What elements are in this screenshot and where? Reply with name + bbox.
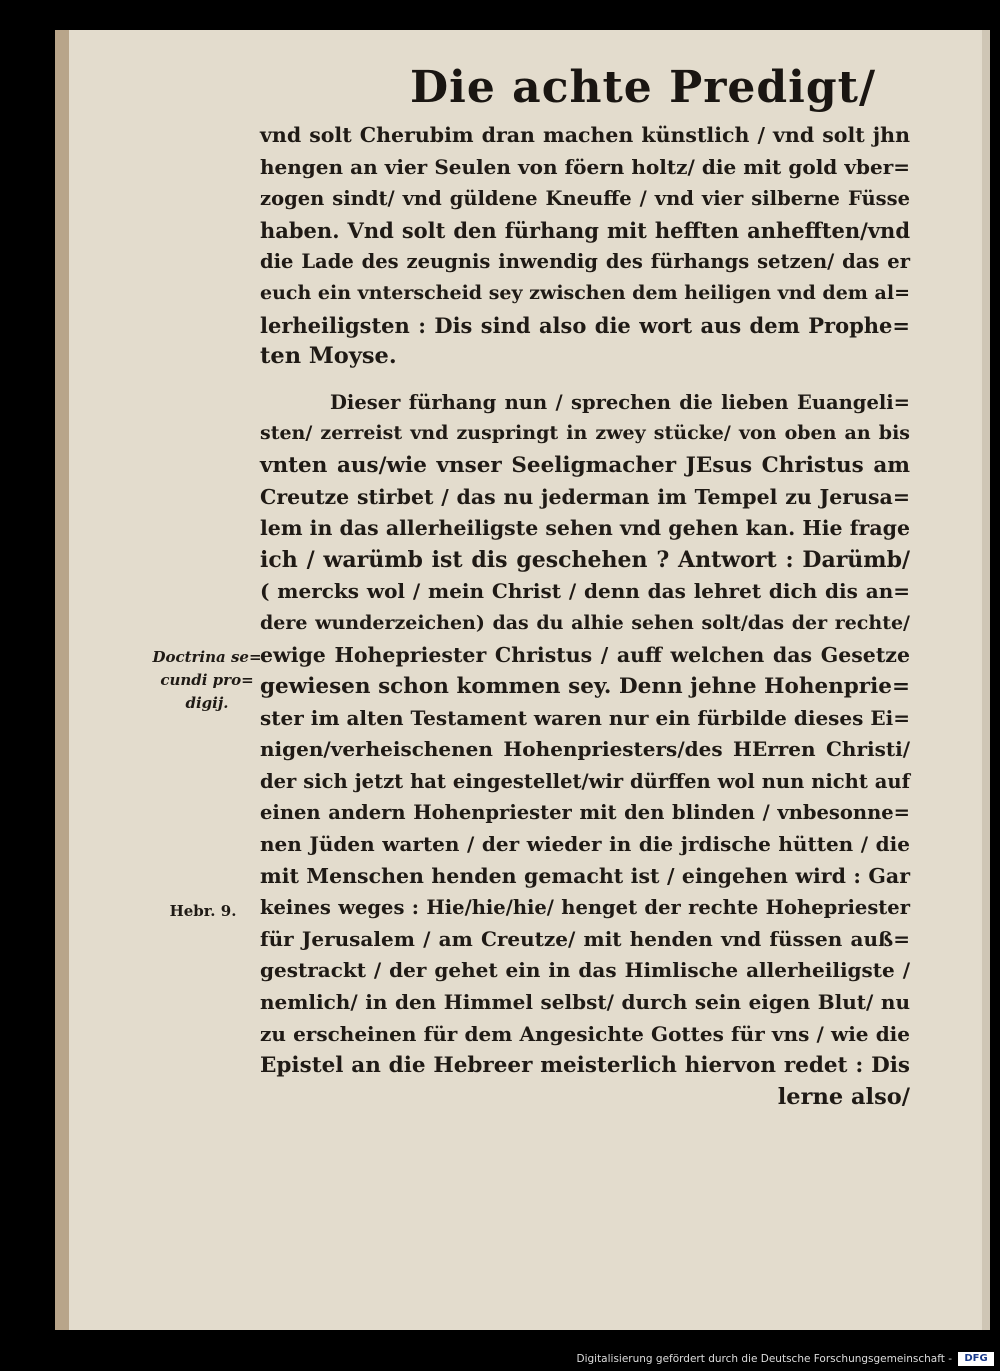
margin-note-line: cundi pro= (160, 671, 254, 689)
text-line: zu erscheinen für dem Angesichte Gottes für vns / wie die (260, 1021, 910, 1046)
text-line: vnten aus/wie vnser Seeligmacher JEsus Christus am (260, 452, 910, 478)
margin-note-line: Doctrina se= (152, 648, 262, 666)
text-line: die Lade des zeugnis inwendig des fürhangs setzen/ das er (260, 250, 910, 274)
text-line: Dieser fürhang nun / sprechen die lieben Euangeli= (330, 390, 910, 414)
text-line: lem in das allerheiligste sehen vnd gehen kan. Hie frage (260, 516, 910, 541)
text-line: für Jerusalem / am Creutze/ mit henden vnd füssen auß= (260, 926, 910, 951)
text-line: gewiesen schon kommen sey. Denn jehne Hohenprie= (260, 674, 910, 700)
text-line: der sich jetzt hat eingestellet/wir dürffen wol nun nicht auf (260, 769, 910, 793)
footer-bar (0, 1331, 1000, 1371)
text-line: nigen/verheischenen Hohenpriesters/des HErren Christi/ (260, 737, 910, 762)
catchword: lerne also/ (777, 1083, 910, 1110)
text-line: dere wunderzeichen) das du alhie sehen solt/das der rechte/ (260, 611, 910, 634)
dfg-logo: DFG (958, 1352, 994, 1366)
text-line: vnd solt Cherubim dran machen künstlich / vnd solt jhn (260, 123, 910, 147)
text-line: lerheiligsten : Dis sind also die wort aus dem Prophe= (260, 312, 910, 338)
text-line: euch ein vnterscheid sey zwischen dem heiligen vnd dem al= (260, 281, 910, 304)
text-line: gestrackt / der gehet ein in das Himlische allerheiligste / (260, 958, 910, 983)
text-line: nemlich/ in den Himmel selbst/ durch sein eigen Blut/ nu (260, 990, 910, 1015)
text-line: ten Moyse. (260, 343, 397, 370)
text-line: ( mercks wol / mein Christ / denn das lehret dich dis an= (260, 579, 910, 604)
margin-note-hebr: Hebr. 9. (169, 902, 237, 920)
text-line: ster im alten Testament waren nur ein fürbilde dieses Ei= (260, 705, 910, 730)
text-line: zogen sindt/ vnd güldene Kneuffe / vnd vier silberne Füsse (260, 187, 910, 211)
funding-credit: Digitalisierung gefördert durch die Deutsche Forschungsgemeinschaft - (576, 1353, 952, 1365)
text-line: sten/ zerreist vnd zuspringt in zwey stücke/ von oben an bis (260, 422, 910, 445)
text-line: hengen an vier Seulen von föern holtz/ die mit gold vber= (260, 154, 910, 179)
margin-note-doctrina (142, 646, 272, 715)
text-line: nen Jüden warten / der wieder in die jrdische hütten / die (260, 832, 910, 857)
page-edge (982, 30, 990, 1330)
paragraph-2 (260, 387, 910, 1114)
text-line: mit Menschen henden gemacht ist / eingehen wird : Gar (260, 863, 910, 888)
text-line: ich / warümb ist dis geschehen ? Antwort : Darümb/ (260, 546, 910, 573)
text-line: keines weges : Hie/hie/hie/ henget der rechte Hohepriester (260, 896, 910, 920)
text-line: ewige Hohepriester Christus / auff welchen das Gesetze (260, 642, 910, 667)
main-text (260, 120, 910, 1113)
text-line: Epistel an die Hebreer meisterlich hiervon redet : Dis (260, 1053, 910, 1079)
running-head: Die achte Predigt/ (410, 62, 877, 113)
margin-note-line: digij. (185, 694, 229, 712)
paragraph-1 (260, 120, 910, 373)
text-line: haben. Vnd solt den fürhang mit hefften anhefften/vnd (260, 217, 910, 243)
text-line: einen andern Hohenpriester mit den blinden / vnbesonne= (260, 801, 910, 825)
text-line: Creutze stirbet / das nu jederman im Tempel zu Jerusa= (260, 484, 910, 509)
